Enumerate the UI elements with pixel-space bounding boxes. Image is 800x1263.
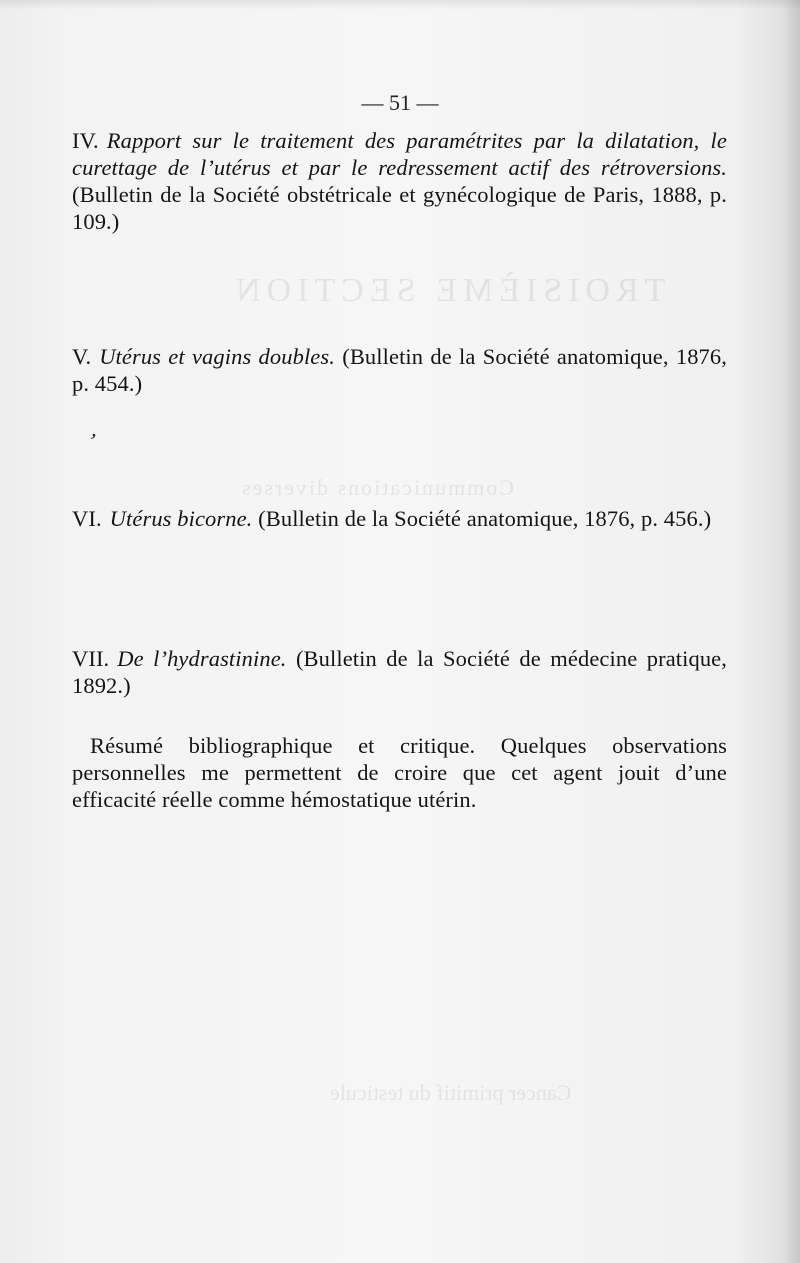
entry-vii-citation: (Bulletin de la Société de médecine pratique, 1892.) <box>72 646 727 698</box>
entry-vi-numeral: VI. <box>72 506 102 531</box>
entry-iv-numeral: IV. <box>72 128 99 153</box>
entry-v-numeral: V. <box>72 344 92 369</box>
bleed-through-subheading: Communications diverses <box>240 475 514 500</box>
entry-vii-numeral: VII. <box>72 646 110 671</box>
entry-vii <box>72 645 727 699</box>
entry-vi <box>72 505 727 532</box>
entry-iv <box>72 127 727 235</box>
entry-iv-title: Rapport sur le traitement des paramétrites par la dilatation, le curettage de l’utérus et par le redressement actif des rétroversions. <box>72 128 727 180</box>
summary-paragraph: Résumé bibliographique et critique. Quelques observations personnelles me permettent de croire que cet agent jouit d’une efficacité réelle comme hémostatique utérin. <box>72 733 727 812</box>
stray-ink-mark: ’ <box>84 427 100 454</box>
entry-v <box>72 343 727 397</box>
page-number: — 51 — <box>361 90 439 115</box>
bleed-through-bottom: Cancer primitif du testicule <box>330 1080 572 1105</box>
entry-v-citation: (Bulletin de la Société anatomique, 1876, p. 454.) <box>72 344 727 396</box>
page-shadow-top <box>0 0 800 10</box>
entry-v-title: Utérus et vagins doubles. <box>99 344 335 369</box>
entry-iv-citation: (Bulletin de la Société obstétricale et gynécologique de Paris, 1888, p. 109.) <box>72 182 727 234</box>
entry-vi-title: Utérus bicorne. <box>109 506 253 531</box>
entry-vii-title: De l’hydrastinine. <box>117 646 287 671</box>
bleed-through-heading: TROISIÈME SECTION <box>230 272 666 309</box>
entry-vi-citation: (Bulletin de la Société anatomique, 1876, p. 456.) <box>258 506 712 531</box>
page-shadow-right <box>782 0 800 1263</box>
